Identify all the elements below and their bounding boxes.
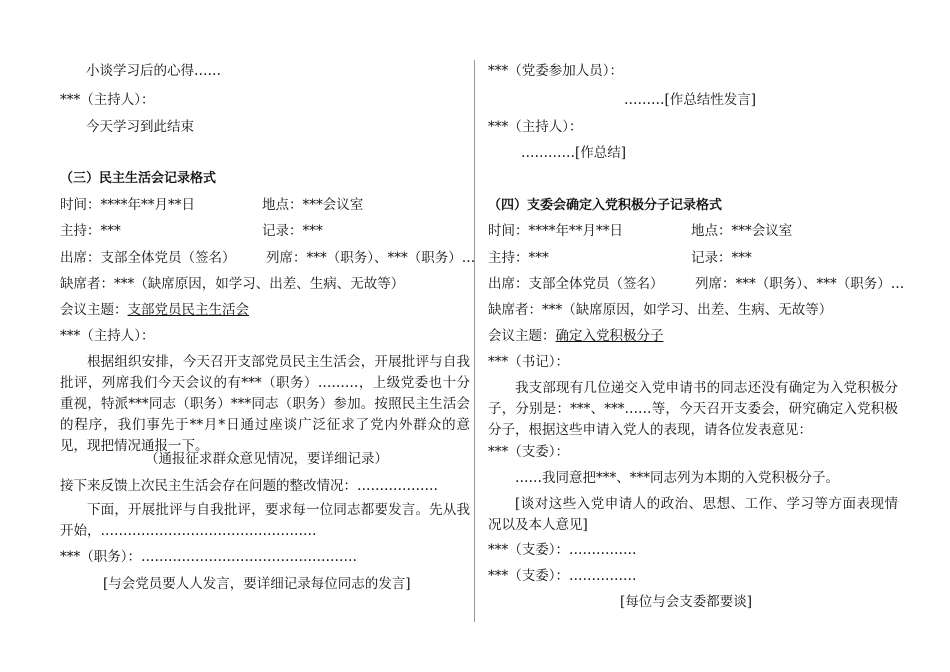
rectification-feedback: 接下来反馈上次民主生活会存在问题的整改情况：………………: [60, 478, 438, 494]
committee-member-speaker: ***（支委）：: [488, 444, 569, 460]
committee-attendee-line: ***（党委参加人员）：: [488, 63, 623, 79]
committee-opening-paragraph: 我支部现有几位递交入党申请书的同志还没有确定为入党积极分子，分别是：***、***……等，今天召开支委会，研究确定入党积极分子，根据这些申请入党人的表现，请各位发表意见：: [488, 380, 898, 438]
host-speaker-label: ***（主持人）：: [60, 328, 155, 344]
topic-label: 会议主题：: [60, 302, 128, 318]
meeting-time: 时间：****年**月**日: [60, 197, 195, 213]
study-end-line: 今天学习到此结束: [86, 119, 194, 135]
evaluation-note-paragraph: [谈对这些入党申请人的政治、思想、工作、学习等方面表现情况以及本人意见]: [488, 496, 898, 533]
host-speaker-line: ***（主持人）：: [60, 92, 155, 108]
opening-paragraph: 根据组织安排，今天召开支部党员民主生活会，开展批评与自我批评，列席我们今天会议的有***（职务）………，上级党委也十分重视，特派***同志（职务）***同志（职务）参加。按照民主生活会的程序，我们事先于**月*日通过座谈广泛征求了党内外群众的意见，现把情况通报一下。: [60, 354, 470, 454]
column-divider: [474, 60, 475, 622]
topic-value: 确定入党积极分子: [555, 328, 664, 344]
committee-member-line-2: ***（支委）：……………: [488, 542, 637, 558]
topic-value: 支部党员民主生活会: [127, 302, 249, 318]
meeting-absent: 缺席者：***（缺席原因，如学习、出差、生病、无故等）: [488, 302, 833, 318]
meeting-absent: 缺席者：***（缺席原因，如学习、出差、生病、无故等）: [60, 276, 405, 292]
opinion-note: （通报征求群众意见情况，要详细记录）: [145, 451, 388, 467]
criticism-paragraph: 下面，开展批评与自我批评，要求每一位同志都要发言。先从我开始，…………………………………………: [60, 502, 470, 539]
meeting-guests: 列席：***（职务）、***（职务）…: [695, 276, 905, 292]
summary-speech-line: ………[作总结性发言]: [624, 92, 757, 108]
meeting-place: 地点：***会议室: [691, 223, 793, 239]
summary-line: …………[作总结]: [521, 145, 627, 161]
study-reflection-line: 小谈学习后的心得……: [86, 63, 221, 79]
meeting-attendees: 出席：支部全体党员（签名）: [60, 250, 236, 266]
member-speaker-line: ***（职务）：…………………………………………: [60, 549, 357, 565]
meeting-recorder: 记录：***: [262, 223, 323, 239]
meeting-attendees: 出席：支部全体党员（签名）: [488, 276, 664, 292]
secretary-speaker-label: ***（书记）：: [488, 354, 569, 370]
meeting-topic: [60, 301, 249, 320]
meeting-recorder: 记录：***: [691, 250, 752, 266]
section3-heading: （三）民主生活会记录格式: [60, 171, 217, 186]
meeting-topic: [488, 327, 664, 346]
meeting-host: 主持：***: [488, 250, 549, 266]
section4-heading: （四）支委会确定入党积极分子记录格式: [488, 198, 723, 213]
host-speaker-line: ***（主持人）：: [488, 119, 583, 135]
meeting-host: 主持：***: [60, 223, 121, 239]
meeting-guests: 列席：***（职务）、***（职务）…: [266, 250, 476, 266]
committee-member-line-3: ***（支委）：……………: [488, 568, 637, 584]
speech-record-note: [与会党员要人人发言，要详细记录每位同志的发言]: [103, 576, 411, 592]
agree-statement: ……我同意把***、***同志列为本期的入党积极分子。: [515, 470, 839, 486]
topic-label: 会议主题：: [488, 328, 556, 344]
all-members-note: [每位与会支委都要谈]: [620, 594, 753, 610]
meeting-place: 地点：***会议室: [262, 197, 364, 213]
meeting-time: 时间：****年**月**日: [488, 223, 623, 239]
